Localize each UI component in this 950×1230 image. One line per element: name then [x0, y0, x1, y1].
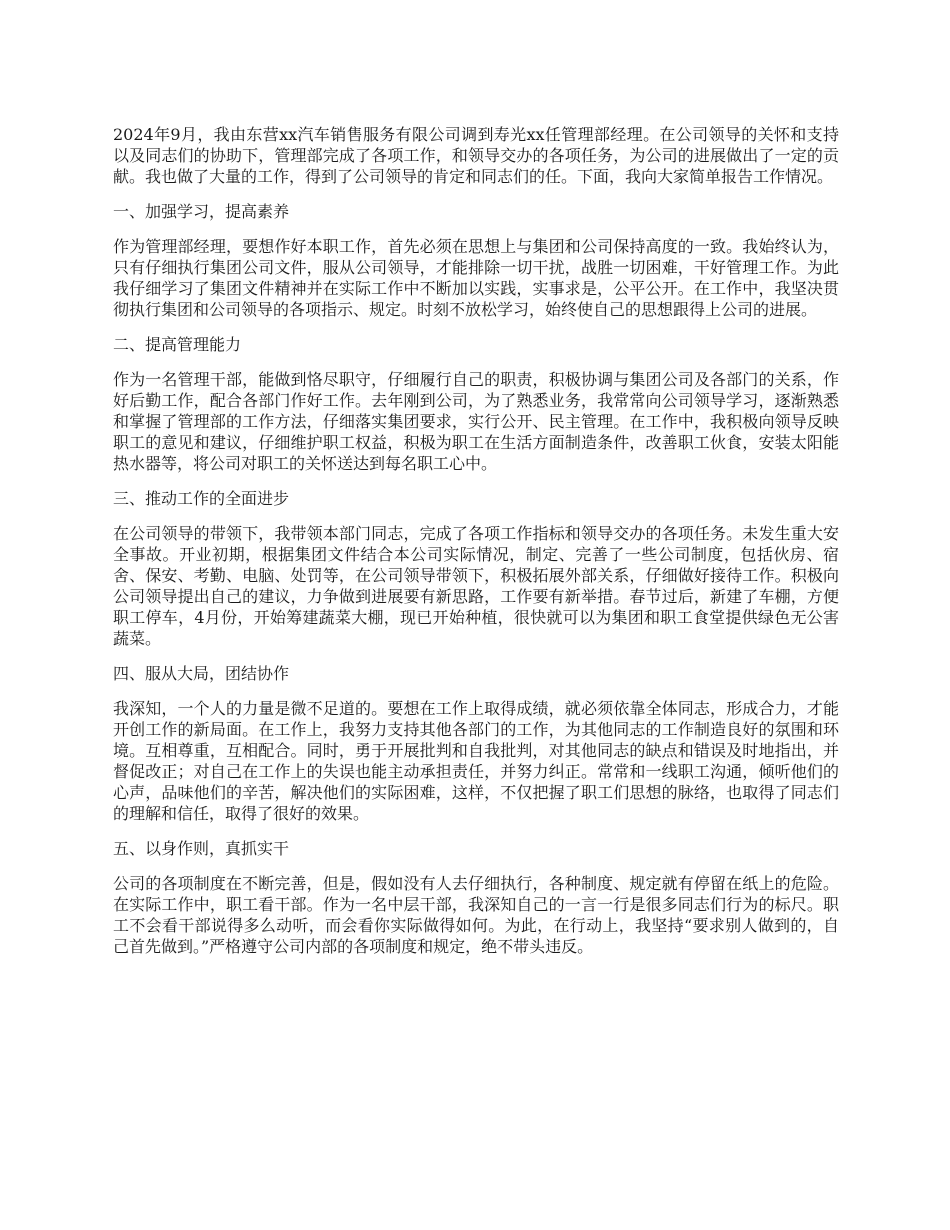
section-body-3: 在公司领导的带领下，我带领本部门同志，完成了各项工作指标和领导交办的各项任务。未发生重大安全事故。开业初期，根据集团文件结合本公司实际情况，制定、完善了一些公司制度，包括伙房、宿舍、保安、考勤、电脑、处罚等，在公司领导带领下，积极拓展外部关系，仔细做好接待工作。积极向公司领导提出自己的建议，力争做到进展要有新思路，工作要有新举措。春节过后，新建了车棚，方便职工停车，4月份，开始筹建蔬菜大棚，现已开始种植，很快就可以为集团和职工食堂提供绿色无公害蔬菜。 — [113, 524, 839, 648]
section-heading-3: 三、推动工作的全面进步 — [113, 489, 290, 508]
section-heading-1: 一、加强学习，提高素养 — [113, 202, 290, 221]
section-heading-5: 五、以身作则，真抓实干 — [113, 839, 290, 858]
section-body-5: 公司的各项制度在不断完善，但是，假如没有人去仔细执行，各种制度、规定就有停留在纸上的危险。在实际工作中，职工看干部。作为一名中层干部，我深知自己的一言一行是很多同志们行为的标尺。职工不会看干部说得多么动听，而会看你实际做得如何。为此，在行动上，我坚持“要求别人做到的，自己首先做到。”严格遵守公司内部的各项制度和规定，绝不带头违反。 — [113, 874, 839, 956]
section-body-2: 作为一名管理干部，能做到恪尽职守，仔细履行自己的职责，积极协调与集团公司及各部门的关系，作好后勤工作，配合各部门作好工作。去年刚到公司，为了熟悉业务，我常常向公司领导学习，逐渐熟悉和掌握了管理部的工作方法，仔细落实集团要求，实行公开、民主管理。在工作中，我积极向领导反映职工的意见和建议，仔细维护职工权益，积极为职工在生活方面制造条件，改善职工伙食，安装太阳能热水器等，将公司对职工的关怀送达到每名职工心中。 — [113, 370, 839, 473]
document-page — [113, 124, 839, 957]
section-body-1: 作为管理部经理，要想作好本职工作，首先必须在思想上与集团和公司保持高度的一致。我始终认为，只有仔细执行集团公司文件，服从公司领导，才能排除一切干扰，战胜一切困难，干好管理工作。为此我仔细学习了集团文件精神并在实际工作中不断加以实践，实事求是，公平公开。在工作中，我坚决贯彻执行集团和公司领导的各项指示、规定。时刻不放松学习，始终使自己的思想跟得上公司的进展。 — [113, 237, 839, 319]
section-body-4: 我深知，一个人的力量是微不足道的。要想在工作上取得成绩，就必须依靠全体同志，形成合力，才能开创工作的新局面。在工作上，我努力支持其他各部门的工作，为其他同志的工作制造良好的氛围和环境。互相尊重，互相配合。同时，勇于开展批判和自我批判，对其他同志的缺点和错误及时地指出，并督促改正；对自己在工作上的失误也能主动承担责任，并努力纠正。常常和一线职工沟通，倾听他们的心声，品味他们的辛苦，解决他们的实际困难，这样，不仅把握了职工们思想的脉络，也取得了同志们的理解和信任，取得了很好的效果。 — [113, 699, 839, 823]
section-heading-2: 二、提高管理能力 — [113, 335, 242, 354]
section-heading-4: 四、服从大局，团结协作 — [113, 664, 290, 683]
intro-paragraph: 2024年9月，我由东营xx汽车销售服务有限公司调到寿光xx任管理部经理。在公司领导的关怀和支持以及同志们的协助下，管理部完成了各项工作，和领导交办的各项任务，为公司的进展做出了一定的贡献。我也做了大量的工作，得到了公司领导的肯定和同志们的任。下面，我向大家简单报告工作情况。 — [113, 125, 839, 186]
